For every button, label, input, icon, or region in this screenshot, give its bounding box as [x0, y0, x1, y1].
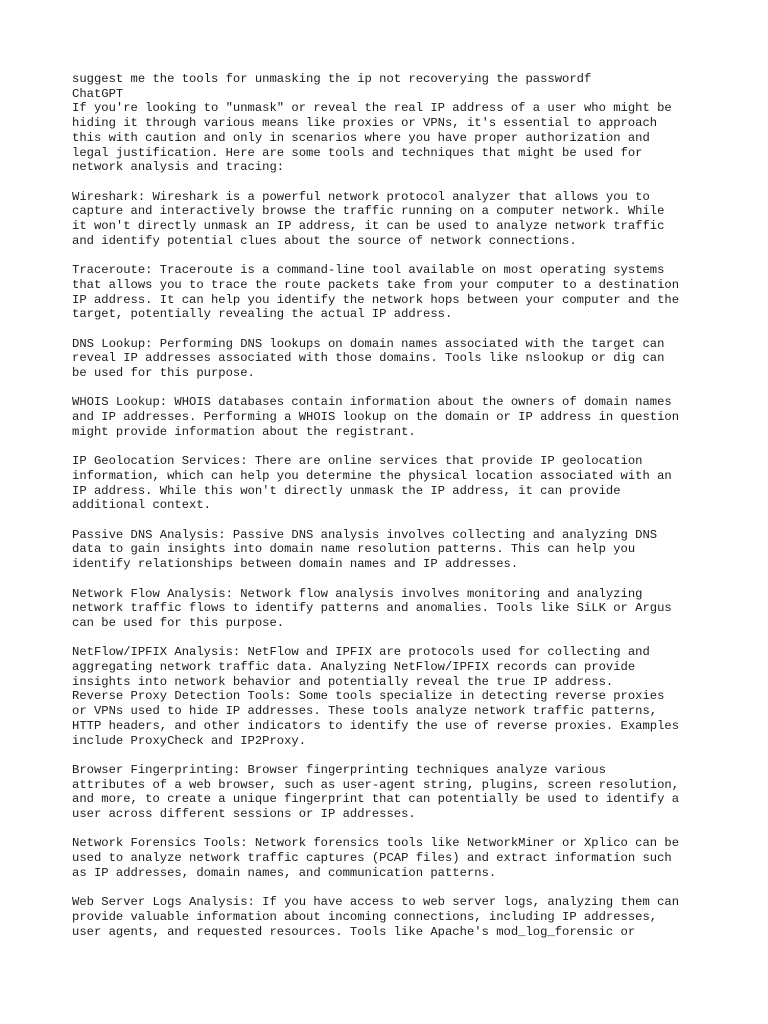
- response-paragraph: [72, 645, 708, 748]
- text-line: might provide information about the registrant.: [72, 424, 416, 439]
- text-line: and more, to create a unique fingerprint that can potentially be used to identify a: [72, 792, 680, 807]
- response-paragraph: [72, 337, 708, 381]
- response-paragraph: [72, 101, 708, 175]
- text-line: include ProxyCheck and IP2Proxy.: [72, 733, 307, 748]
- response-body: [72, 101, 708, 939]
- text-line: Web Server Logs Analysis: If you have access to web server logs, analyzing them can: [72, 895, 680, 910]
- text-line: Reverse Proxy Detection Tools: Some tools specialize in detecting reverse proxies: [72, 689, 665, 704]
- response-paragraph: [72, 836, 708, 880]
- text-line: hiding it through various means like proxies or VPNs, it's essential to approach: [72, 116, 658, 131]
- text-line: IP Geolocation Services: There are online services that provide IP geolocation: [72, 454, 643, 469]
- text-line: used to analyze network traffic captures (PCAP files) and extract information such: [72, 851, 672, 866]
- text-line: Wireshark: Wireshark is a powerful network protocol analyzer that allows you to: [72, 189, 650, 204]
- text-line: be used for this purpose.: [72, 366, 255, 381]
- response-paragraph: [72, 190, 708, 249]
- response-paragraph: [72, 263, 708, 322]
- text-line: Passive DNS Analysis: Passive DNS analysis involves collecting and analyzing DNS: [72, 527, 658, 542]
- response-paragraph: [72, 395, 708, 439]
- text-line: network analysis and tracing:: [72, 160, 285, 175]
- text-line: DNS Lookup: Performing DNS lookups on domain names associated with the target can: [72, 336, 665, 351]
- text-line: and IP addresses. Performing a WHOIS lookup on the domain or IP address in question: [72, 410, 680, 425]
- text-line: information, which can help you determine the physical location associated with an: [72, 468, 672, 483]
- text-line: it won't directly unmask an IP address, it can be used to analyze network traffic: [72, 219, 665, 234]
- text-line: insights into network behavior and potentially reveal the true IP address.: [72, 674, 614, 689]
- text-line: user agents, and requested resources. Tools like Apache's mod_log_forensic or: [72, 924, 636, 939]
- text-line: capture and interactively browse the traffic running on a computer network. While: [72, 204, 665, 219]
- text-line: or VPNs used to hide IP addresses. These tools analyze network traffic patterns,: [72, 704, 658, 719]
- text-line: Traceroute: Traceroute is a command-line tool available on most operating systems: [72, 263, 665, 278]
- text-line: NetFlow/IPFIX Analysis: NetFlow and IPFIX are protocols used for collecting and: [72, 645, 650, 660]
- text-line: aggregating network traffic data. Analyzing NetFlow/IPFIX records can provide: [72, 660, 636, 674]
- text-line: network traffic flows to identify patterns and anomalies. Tools like SiLK or Argus: [72, 601, 672, 616]
- text-line: as IP addresses, domain names, and communication patterns.: [72, 865, 497, 880]
- text-line: this with caution and only in scenarios where you have proper authorization and: [72, 130, 650, 145]
- text-line: and identify potential clues about the source of network connections.: [72, 233, 577, 248]
- text-line: provide valuable information about incoming connections, including IP addresses,: [72, 909, 658, 924]
- text-line: data to gain insights into domain name resolution patterns. This can help you: [72, 542, 636, 557]
- text-line: IP address. It can help you identify the network hops between your computer and the: [72, 292, 680, 307]
- text-line: additional context.: [72, 498, 211, 513]
- response-paragraph: [72, 587, 708, 631]
- text-line: IP address. While this won't directly unmask the IP address, it can provide: [72, 483, 621, 498]
- text-line: target, potentially revealing the actual IP address.: [72, 307, 453, 322]
- response-paragraph: [72, 528, 708, 572]
- text-line: Network Forensics Tools: Network forensics tools like NetworkMiner or Xplico can be: [72, 836, 680, 851]
- text-line: HTTP headers, and other indicators to identify the use of reverse proxies. Examples: [72, 718, 680, 733]
- text-line: legal justification. Here are some tools and techniques that might be used for: [72, 145, 643, 160]
- user-prompt: suggest me the tools for unmasking the ip not recoverying the passwordf: [72, 72, 592, 86]
- text-line: Network Flow Analysis: Network flow analysis involves monitoring and analyzing: [72, 586, 643, 601]
- text-line: can be used for this purpose.: [72, 615, 285, 630]
- text-line: identify relationships between domain names and IP addresses.: [72, 557, 519, 572]
- text-line: reveal IP addresses associated with those domains. Tools like nslookup or dig can: [72, 351, 665, 366]
- text-line: that allows you to trace the route packets take from your computer to a destination: [72, 277, 680, 292]
- response-paragraph: [72, 763, 708, 822]
- prompt-block: [72, 72, 708, 101]
- text-line: WHOIS Lookup: WHOIS databases contain information about the owners of domain names: [72, 395, 672, 410]
- text-line: attributes of a web browser, such as user-agent string, plugins, screen resolution,: [72, 777, 680, 792]
- text-line: user across different sessions or IP addresses.: [72, 807, 416, 822]
- response-paragraph: [72, 895, 708, 939]
- speaker-label: ChatGPT: [72, 86, 124, 101]
- text-line: If you're looking to "unmask" or reveal the real IP address of a user who might be: [72, 101, 672, 116]
- response-paragraph: [72, 454, 708, 513]
- text-line: Browser Fingerprinting: Browser fingerprinting techniques analyze various: [72, 762, 606, 777]
